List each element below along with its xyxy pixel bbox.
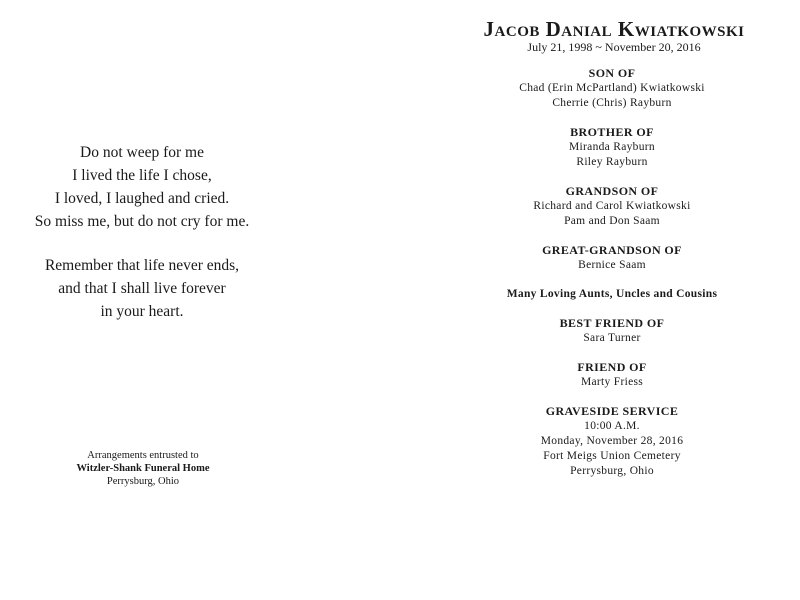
section-line: Cherrie (Chris) Rayburn: [552, 97, 672, 109]
relatives-line: Many Loving Aunts, Uncles and Cousins: [506, 288, 718, 300]
section-line: Riley Rayburn: [576, 156, 648, 168]
section-son-of: [412, 66, 800, 111]
funeral-home-name: Witzler-Shank Funeral Home: [76, 463, 210, 474]
memorial-poem: [0, 141, 284, 323]
funeral-home-credit: [50, 449, 236, 488]
poem-line: So miss me, but do not cry for me.: [34, 213, 250, 230]
poem-line: in your heart.: [100, 303, 184, 320]
life-dates: July 21, 1998 ~ November 20, 2016: [527, 40, 701, 54]
section-heading: GRAVESIDE SERVICE: [545, 404, 679, 418]
obituary-sections: [412, 66, 800, 493]
section-line: Miranda Rayburn: [569, 141, 655, 153]
poem-line: I lived the life I chose,: [72, 167, 212, 184]
funeral-home-city: Perrysburg, Ohio: [106, 476, 180, 487]
section-graveside-service: [412, 404, 800, 479]
section-line: Sara Turner: [583, 332, 641, 344]
section-great-grandson-of: [412, 243, 800, 273]
poem-stanza-1: [0, 141, 284, 233]
section-brother-of: [412, 125, 800, 170]
section-grandson-of: [412, 184, 800, 229]
section-heading: GRANDSON OF: [565, 184, 659, 198]
poem-line: I loved, I laughed and cried.: [54, 190, 230, 207]
service-date: Monday, November 28, 2016: [540, 435, 684, 447]
section-line: Marty Friess: [580, 376, 644, 388]
section-heading: BEST FRIEND OF: [559, 316, 665, 330]
section-heading: SON OF: [588, 66, 636, 80]
section-heading: FRIEND OF: [577, 360, 647, 374]
poem-stanza-2: [0, 254, 284, 323]
arrangements-text: Arrangements entrusted to: [87, 450, 199, 461]
poem-line: Remember that life never ends,: [44, 257, 240, 274]
section-line: Chad (Erin McPartland) Kwiatkowski: [519, 82, 705, 94]
section-friend-of: [412, 360, 800, 390]
deceased-name: Jacob Danial Kwiatkowski: [483, 17, 745, 41]
poem-line: Do not weep for me: [80, 144, 204, 161]
section-line: Richard and Carol Kwiatkowski: [533, 200, 691, 212]
service-location: Fort Meigs Union Cemetery: [543, 450, 681, 462]
section-heading: GREAT-GRANDSON OF: [542, 243, 682, 257]
section-line: Pam and Don Saam: [564, 215, 660, 227]
service-time: 10:00 A.M.: [584, 420, 640, 432]
section-best-friend-of: [412, 316, 800, 346]
service-city: Perrysburg, Ohio: [570, 465, 654, 477]
right-page: [400, 0, 800, 600]
poem-line: and that I shall live forever: [58, 280, 226, 297]
section-line: Bernice Saam: [578, 259, 646, 271]
section-heading: BROTHER OF: [570, 125, 654, 139]
